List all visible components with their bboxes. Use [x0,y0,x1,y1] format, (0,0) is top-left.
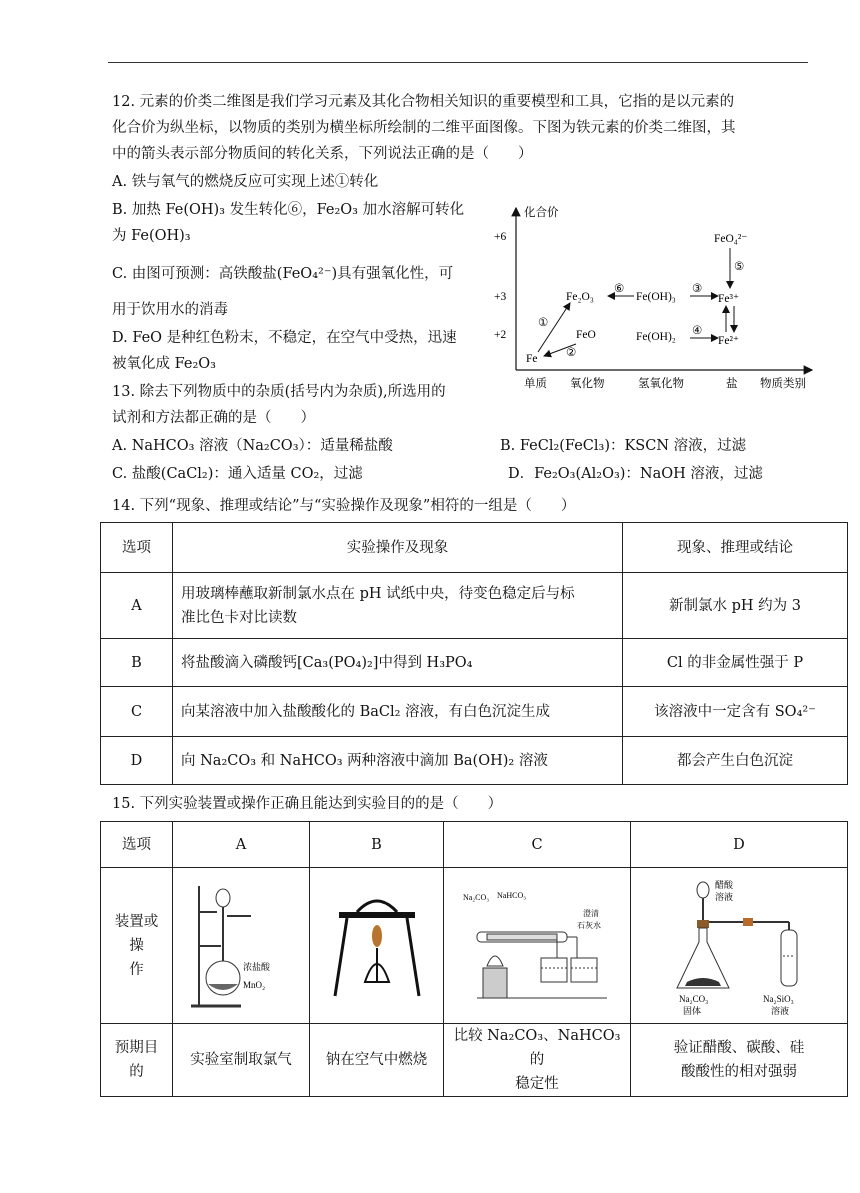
q15-header-a: A [173,822,310,868]
q14-row-d-option: D [101,737,173,785]
q14-row-b-result: Cl 的非金属性强于 P [623,639,848,687]
q15-purpose-d-line-1: 验证醋酸、碳酸、硅 [673,1040,805,1056]
q14-row-c-option: C [101,687,173,737]
table-row [101,1024,848,1097]
q15-apparatus-label-line-1: 装置或操 [114,913,159,954]
y-tick-2: +2 [494,329,507,341]
q12-option-c-line-2: 用于饮用水的消毒 [112,302,228,318]
q14-row-b-option: B [101,639,173,687]
iron-valence-diagram [490,200,820,395]
q12-option-c-line-1: C. 由图可预测：高铁酸盐(FeO₄²⁻)具有强氧化性，可 [112,266,454,282]
q13-option-d: D．Fe₂O₃(Al₂O₃)：NaOH 溶液，过滤 [508,466,763,482]
q14-row-a-result: 新制氯水 pH 约为 3 [623,573,848,639]
q15-header-b: B [310,822,444,868]
label-nahco3: NaHCO₃ [497,890,527,900]
q15-header-d: D [631,822,848,868]
q12-option-b-line-1: B. 加热 Fe(OH)₃ 发生转化⑥，Fe₂O₃ 加水溶解可转化 [112,202,465,218]
q13-stem-line-2: 试剂和方法都正确的是（ ） [112,410,315,426]
q13-option-a: A. NaHCO₃ 溶液（Na₂CO₃）：适量稀盐酸 [112,438,393,454]
q15-apparatus-c [444,868,631,1024]
species-fe3plus: Fe³⁺ [718,293,740,305]
arrow-label-3: ③ [692,283,703,295]
q15-purpose-c-line-1: 比较 Na₂CO₃、NaHCO₃ 的 [453,1028,621,1068]
label-acetic-acid: 醋酸 [715,879,734,890]
label-clear: 澄清 [583,908,599,918]
q15-purpose-label: 预期目的 [101,1024,173,1097]
label-conc-hcl: 浓盐酸 [243,961,271,972]
x-cat-hydroxide: 氢氧化物 [638,378,684,390]
species-feoh3: Fe(OH)₃ [636,291,676,303]
q15-purpose-d [631,1024,848,1097]
q13-stem-line-1: 13. 除去下列物质中的杂质(括号内为杂质),所选用的 [112,384,446,400]
q14-stem: 14. 下列“现象、推理或结论”与“实验操作及现象”相符的一组是（ ） [112,498,576,514]
q15-apparatus-b [310,868,444,1024]
q12-option-b-line-2: 为 Fe(OH)₃ [112,228,191,244]
table-row [101,737,848,785]
q14-header-result: 现象、推理或结论 [623,523,848,573]
header-rule [108,62,808,63]
table-header-row [101,822,848,868]
table-row [101,573,848,639]
acid-strength-image [659,876,819,1016]
q14-row-c-result: 该溶液中一定含有 SO₄²⁻ [623,687,848,737]
q12-stem-line-1: 12. 元素的价类二维图是我们学习元素及其化合物相关知识的重要模型和工具，它指的是以元素的 [112,94,735,110]
arrow-label-4: ④ [692,325,703,337]
sodium-burning-image [327,886,427,1006]
q15-purpose-b: 钠在空气中燃烧 [310,1024,444,1097]
q14-row-a-option: A [101,573,173,639]
q14-header-operation: 实验操作及现象 [173,523,623,573]
table-header-row [101,523,848,573]
q15-header-option: 选项 [101,822,173,868]
q14-row-a-operation [173,573,623,639]
x-cat-salt: 盐 [726,378,738,390]
q12-option-a: A. 铁与氧气的燃烧反应可实现上述①转化 [112,174,379,190]
label-solid: 固体 [683,1005,702,1016]
q14-header-option: 选项 [101,523,173,573]
q14-row-a-op-line-2: 准比色卡对比读数 [181,609,297,626]
q12-option-d-line-1: D. FeO 是种红色粉末，不稳定，在空气中受热，迅速 [112,330,457,346]
species-feo: FeO [576,329,596,341]
species-fe: Fe [526,353,538,365]
q15-header-c: C [444,822,631,868]
x-axis-label: 物质类别 [760,378,806,390]
q13-option-b: B. FeCl₂(FeCl₃)：KSCN 溶液，过滤 [500,438,747,454]
q15-purpose-c-line-2: 稳定性 [515,1076,559,1092]
label-mno2: MnO₂ [243,979,266,990]
q12-option-d-line-2: 被氧化成 Fe₂O₃ [112,356,216,372]
q15-purpose-a: 实验室制取氯气 [173,1024,310,1097]
y-axis-label: 化合价 [524,207,559,219]
x-cat-oxide: 氧化物 [570,378,605,390]
q15-table [100,821,848,1097]
q15-purpose-c [444,1024,631,1097]
q14-table [100,522,848,785]
q15-apparatus-label [101,868,173,1024]
stability-comparison-image [457,886,617,1006]
arrow-label-1: ① [538,317,549,329]
q15-apparatus-label-line-2: 作 [129,961,144,978]
table-row [101,687,848,737]
label-na2co3-d: Na₂CO₃ [679,993,709,1004]
q15-purpose-d-line-2: 酸酸性的相对强弱 [681,1064,797,1080]
q15-apparatus-a [173,868,310,1024]
q14-row-d-result: 都会产生白色沉淀 [623,737,848,785]
q14-row-c-operation: 向某溶液中加入盐酸酸化的 BaCl₂ 溶液，有白色沉淀生成 [173,687,623,737]
arrow-label-5: ⑤ [734,261,745,273]
arrow-label-2: ② [566,347,577,359]
q13-option-c: C. 盐酸(CaCl₂)：通入适量 CO₂，过滤 [112,466,363,482]
species-feoh2: Fe(OH)₂ [636,331,676,343]
q12-stem-line-3: 中的箭头表示部分物质间的转化关系，下列说法正确的是（ ） [112,146,533,162]
y-tick-6: +6 [494,231,507,243]
species-fe2plus: Fe²⁺ [718,335,740,347]
label-solution-d: 溶液 [771,1005,790,1016]
species-fe2o3: Fe₂O₃ [566,291,594,303]
label-acetic-solution: 溶液 [715,891,734,902]
q14-row-d-operation: 向 Na₂CO₃ 和 NaHCO₃ 两种溶液中滴加 Ba(OH)₂ 溶液 [173,737,623,785]
label-limewater: 石灰水 [577,920,601,930]
q15-apparatus-d [631,868,848,1024]
x-cat-element: 单质 [524,378,547,390]
table-row [101,639,848,687]
table-row [101,868,848,1024]
arrow-label-6: ⑥ [614,283,625,295]
y-tick-3: +3 [494,291,507,303]
q15-stem: 15. 下列实验装置或操作正确且能达到实验目的的是（ ） [112,796,503,812]
q14-row-a-op-line-1: 用玻璃棒蘸取新制氯水点在 pH 试纸中央，待变色稳定后与标 [181,585,575,602]
q14-row-b-operation: 将盐酸滴入磷酸钙[Ca₃(PO₄)₂]中得到 H₃PO₄ [173,639,623,687]
chlorine-apparatus-image [181,876,301,1016]
q12-stem-line-2: 化合价为纵坐标，以物质的类别为横坐标所绘制的二维平面图像。下图为铁元素的价类二维图，其 [112,120,736,136]
species-ferrate: FeO₄²⁻ [714,233,748,245]
label-na2sio3: Na₂SiO₃ [763,993,794,1004]
label-na2co3: Na₂CO₃ [463,892,490,902]
